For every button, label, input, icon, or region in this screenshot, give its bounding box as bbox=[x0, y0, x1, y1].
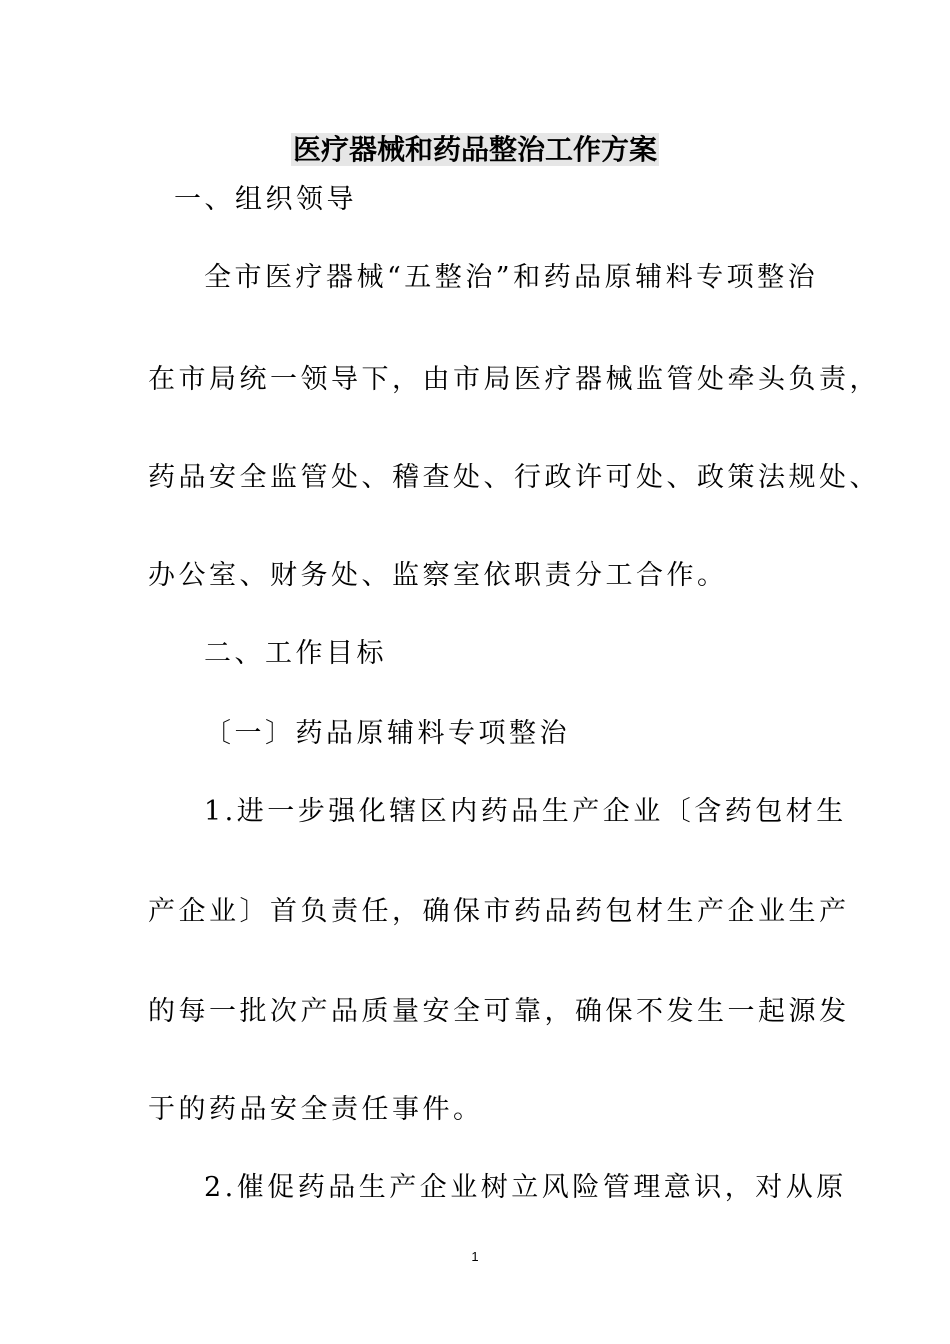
document-title-text: 医疗器械和药品整治工作方案 bbox=[292, 133, 657, 166]
section-heading-organization: 一、组织领导 bbox=[174, 184, 357, 215]
paragraph-line: 于的药品安全责任事件。 bbox=[148, 1094, 484, 1125]
page-number: 1 bbox=[471, 1249, 479, 1264]
paragraph-line: 1.进一步强化辖区内药品生产企业〔含药包材生 bbox=[204, 796, 847, 827]
paragraph-line: 在市局统一领导下，由市局医疗器械监管处牵头负责， bbox=[148, 364, 880, 395]
paragraph-line: 药品安全监管处、稽查处、行政许可处、政策法规处、 bbox=[148, 462, 880, 493]
paragraph-line: 产企业〕首负责任，确保市药品药包材生产企业生产 bbox=[148, 896, 850, 927]
paragraph-line: 全市医疗器械“五整治”和药品原辅料专项整治 bbox=[204, 262, 819, 293]
paragraph-line: 办公室、财务处、监察室依职责分工合作。 bbox=[148, 560, 728, 591]
section-heading-goals: 二、工作目标 bbox=[204, 638, 387, 669]
paragraph-line: 的每一批次产品质量安全可靠，确保不发生一起源发 bbox=[148, 996, 850, 1027]
subsection-heading: 〔一〕药品原辅料专项整治 bbox=[204, 718, 570, 749]
document-title bbox=[0, 132, 950, 168]
paragraph-line: 2.催促药品生产企业树立风险管理意识，对从原 bbox=[204, 1172, 847, 1203]
